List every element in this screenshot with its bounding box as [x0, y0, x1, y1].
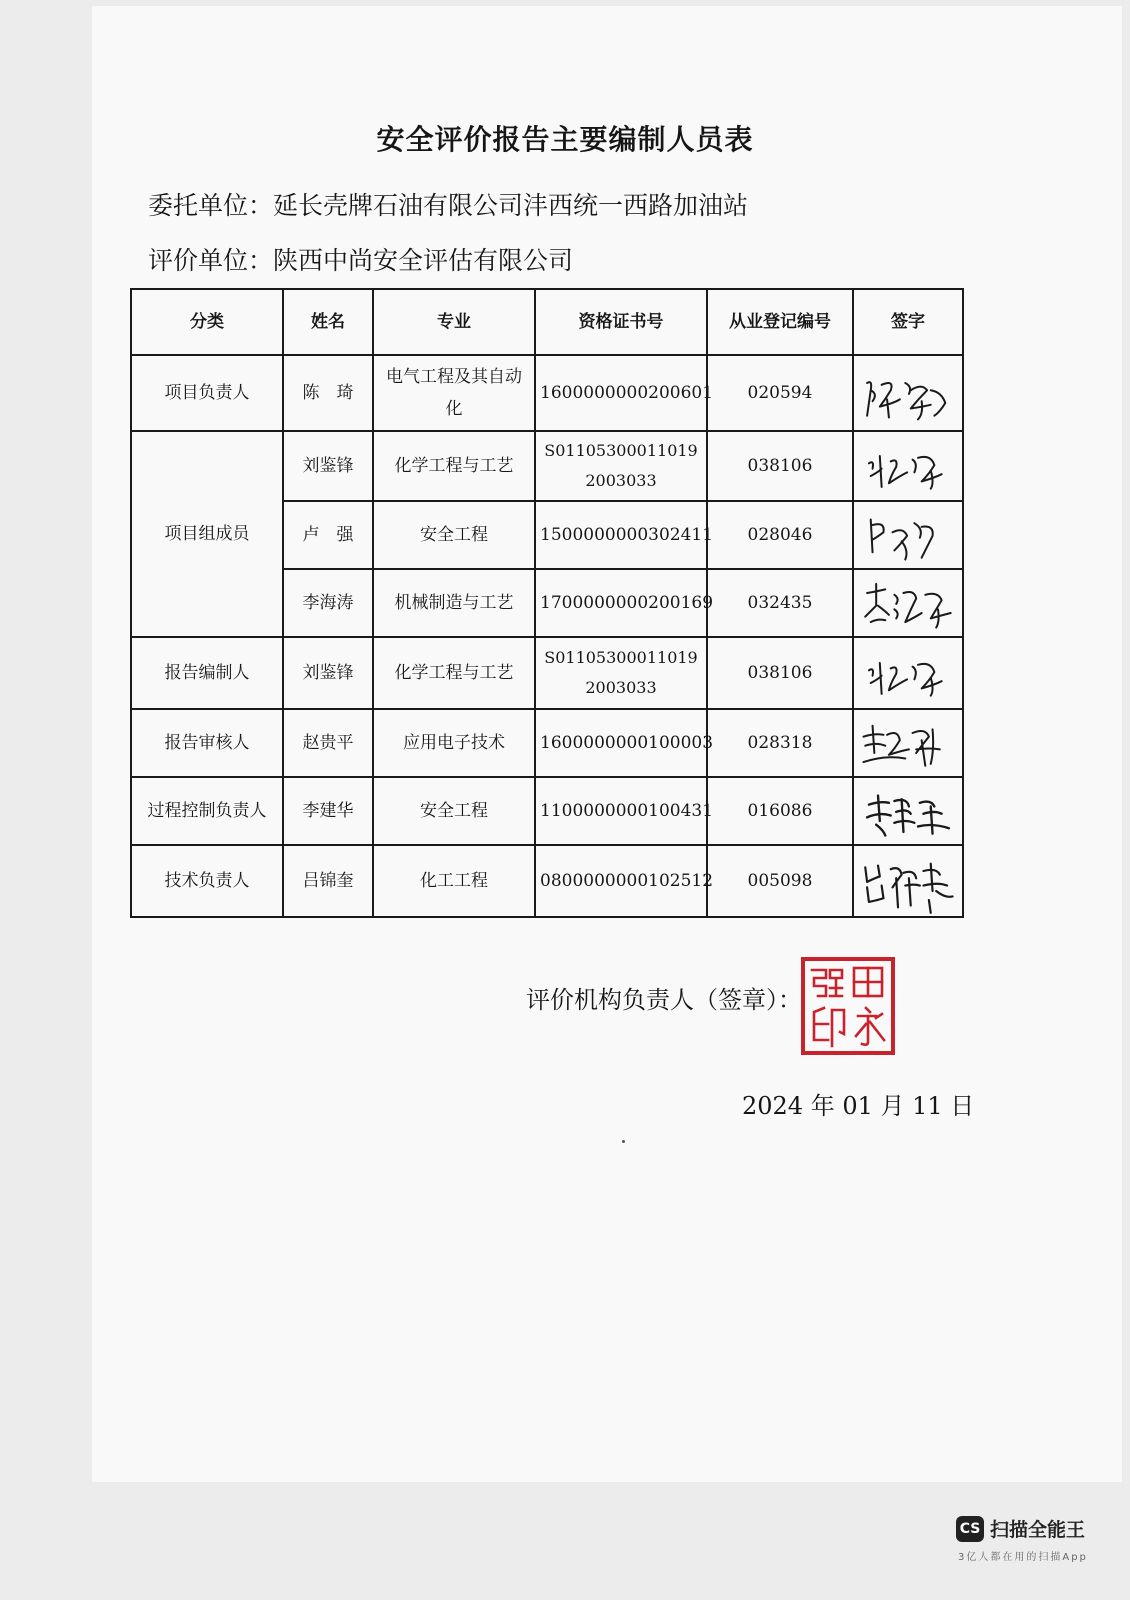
responsible-person-label: 评价机构负责人（签章）： — [526, 986, 802, 1014]
header-name: 姓名 — [283, 289, 373, 355]
signature-cell — [853, 501, 963, 569]
certificate-cell: 1600000000100003 — [535, 709, 707, 777]
name-cell: 吕锦奎 — [283, 845, 373, 917]
registration-cell: 016086 — [707, 777, 853, 845]
handwritten-signature — [858, 360, 958, 426]
handwritten-signature — [858, 710, 958, 776]
signature-cell — [853, 709, 963, 777]
official-seal — [800, 956, 896, 1056]
header-signature: 签字 — [853, 289, 963, 355]
header-certificate: 资格证书号 — [535, 289, 707, 355]
table-header-row — [131, 289, 963, 355]
name-cell: 陈 琦 — [283, 355, 373, 431]
handwritten-signature — [858, 640, 958, 706]
table-row — [131, 431, 963, 501]
registration-cell: 028318 — [707, 709, 853, 777]
certificate-cell: S011053000110192003033 — [535, 431, 707, 501]
major-cell: 化学工程与工艺 — [373, 637, 535, 709]
category-cell: 报告编制人 — [131, 637, 283, 709]
major-cell: 安全工程 — [373, 501, 535, 569]
registration-cell: 038106 — [707, 431, 853, 501]
major-cell: 机械制造与工艺 — [373, 569, 535, 637]
certificate-cell: S011053000110192003033 — [535, 637, 707, 709]
signature-cell — [853, 845, 963, 917]
name-cell: 卢 强 — [283, 501, 373, 569]
client-unit-line: 委托单位：延长壳牌石油有限公司沣西统一西路加油站 — [148, 191, 749, 220]
certificate-cell: 1700000000200169 — [535, 569, 707, 637]
handwritten-signature — [858, 433, 958, 499]
registration-cell: 020594 — [707, 355, 853, 431]
category-cell: 过程控制负责人 — [131, 777, 283, 845]
scanner-watermark — [956, 1516, 1126, 1582]
header-major: 专业 — [373, 289, 535, 355]
certificate-cell: 1500000000302411 — [535, 501, 707, 569]
registration-cell: 038106 — [707, 637, 853, 709]
major-cell: 化学工程与工艺 — [373, 431, 535, 501]
certificate-cell: 1100000000100431 — [535, 777, 707, 845]
document-title: 安全评价报告主要编制人员表 — [376, 123, 754, 156]
handwritten-signature — [858, 778, 958, 844]
table-row — [131, 709, 963, 777]
name-cell: 赵贵平 — [283, 709, 373, 777]
watermark-app-name: 扫描全能王 — [990, 1519, 1086, 1541]
category-cell: 技术负责人 — [131, 845, 283, 917]
registration-cell: 028046 — [707, 501, 853, 569]
name-cell: 刘鉴锋 — [283, 431, 373, 501]
handwritten-signature — [858, 848, 958, 914]
certificate-cell: 1600000000200601 — [535, 355, 707, 431]
scan-speck — [622, 1140, 625, 1143]
table-row — [131, 637, 963, 709]
major-cell: 应用电子技术 — [373, 709, 535, 777]
signature-cell — [853, 637, 963, 709]
signature-cell — [853, 569, 963, 637]
table-row — [131, 845, 963, 917]
signature-cell — [853, 431, 963, 501]
signature-cell — [853, 355, 963, 431]
category-cell: 项目组成员 — [131, 431, 283, 637]
category-cell: 项目负责人 — [131, 355, 283, 431]
handwritten-signature — [858, 570, 958, 636]
major-cell: 电气工程及其自动化 — [373, 355, 535, 431]
camscanner-logo-icon: CS — [956, 1516, 984, 1542]
header-registration: 从业登记编号 — [707, 289, 853, 355]
evaluator-unit-line: 评价单位：陕西中尚安全评估有限公司 — [148, 246, 574, 275]
staff-table — [130, 288, 964, 918]
category-cell: 报告审核人 — [131, 709, 283, 777]
table-row — [131, 355, 963, 431]
major-cell: 化工工程 — [373, 845, 535, 917]
handwritten-signature — [858, 502, 958, 568]
registration-cell: 032435 — [707, 569, 853, 637]
name-cell: 李建华 — [283, 777, 373, 845]
header-category: 分类 — [131, 289, 283, 355]
signature-cell — [853, 777, 963, 845]
name-cell: 刘鉴锋 — [283, 637, 373, 709]
name-cell: 李海涛 — [283, 569, 373, 637]
table-row — [131, 777, 963, 845]
document-date: 2024 年 01 月 11 日 — [742, 1092, 975, 1120]
watermark-tagline: 3亿人都在用的扫描App — [958, 1552, 1088, 1563]
major-cell: 安全工程 — [373, 777, 535, 845]
certificate-cell: 0800000000102512 — [535, 845, 707, 917]
registration-cell: 005098 — [707, 845, 853, 917]
